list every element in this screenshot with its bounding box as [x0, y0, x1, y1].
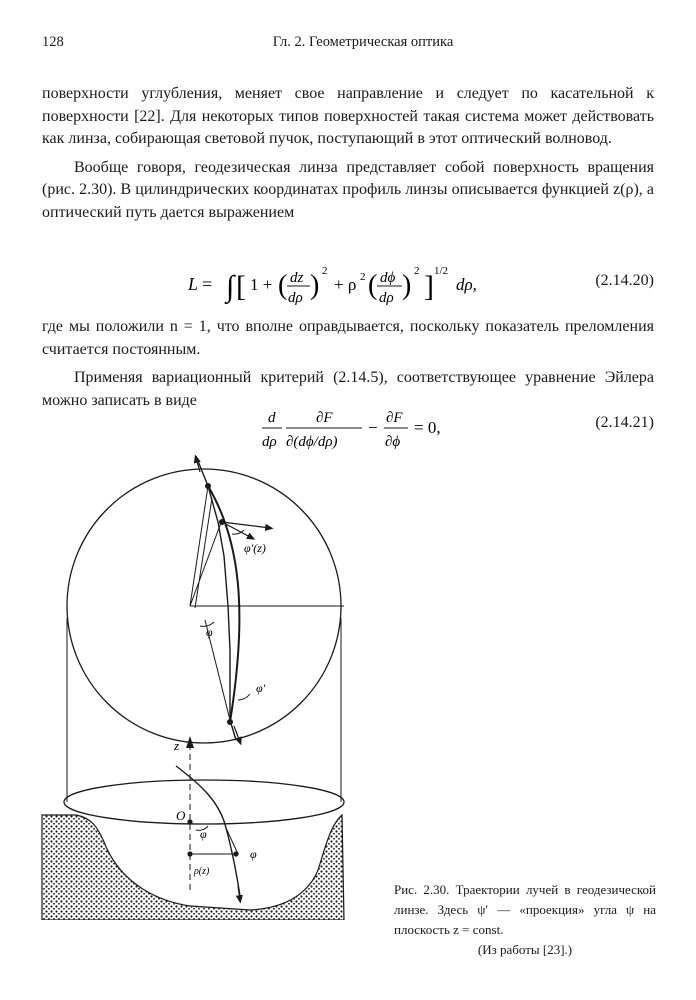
svg-text:∂ϕ: ∂ϕ	[385, 434, 401, 450]
label-phi-lower: φ	[200, 827, 207, 841]
svg-text:1 +: 1 +	[250, 275, 273, 294]
svg-text:−: −	[368, 418, 378, 437]
svg-text:∂F: ∂F	[386, 410, 403, 426]
svg-text:dz: dz	[290, 270, 304, 286]
svg-text:): )	[402, 270, 412, 301]
svg-text:dρ: dρ	[379, 290, 394, 306]
svg-text:): )	[310, 270, 320, 301]
dish-rim	[64, 780, 344, 824]
figure-caption	[394, 880, 656, 960]
label-psi-prime-z: φ′(z)	[244, 541, 266, 555]
ground-hatching	[42, 815, 344, 920]
paragraph-2: Вообще говоря, геодезическая линза представляет собой поверхность вращения (рис. 2.30). В цилиндрических координатах профиль линзы описывается функцией z(ρ), а оптический путь дается выражением	[42, 158, 654, 221]
figure-geodesic-lens	[0, 450, 696, 920]
svg-text:1/2: 1/2	[434, 265, 449, 277]
svg-text:L: L	[188, 274, 199, 294]
equation-2-14-21	[42, 404, 654, 454]
svg-text:2: 2	[360, 271, 366, 283]
svg-text:∫: ∫	[226, 270, 235, 303]
svg-text:]: ]	[424, 270, 434, 303]
svg-text:dϕ: dϕ	[380, 270, 396, 286]
svg-text:(: (	[368, 270, 378, 301]
svg-text:dρ,: dρ,	[456, 275, 477, 294]
label-psi-prime: φ′	[256, 681, 266, 695]
body-text-top	[42, 83, 654, 224]
surface-point-3	[233, 851, 238, 856]
svg-text:+ ρ: + ρ	[334, 275, 357, 294]
svg-text:dρ: dρ	[262, 434, 277, 450]
equation-2-14-21-formula	[42, 404, 654, 456]
svg-text:(: (	[278, 270, 288, 301]
ray-point-mid	[219, 519, 225, 525]
label-z-axis: z	[174, 738, 180, 753]
angle-arc-low	[238, 694, 250, 700]
label-psi-lower: φ	[250, 847, 257, 861]
surface-point-1	[187, 819, 192, 824]
svg-text:2: 2	[414, 265, 420, 277]
equation-number-2: (2.14.21)	[595, 414, 654, 431]
equation-2-14-20	[42, 258, 654, 308]
svg-text:2: 2	[322, 265, 328, 277]
equation-2-14-20-formula	[42, 258, 654, 310]
ray-projection	[196, 456, 236, 740]
svg-text:∂(dϕ/dρ): ∂(dϕ/dρ)	[286, 434, 338, 450]
ray-point-top	[205, 483, 211, 489]
caption-source: (Из работы [23].)	[477, 942, 573, 957]
paragraph-3: где мы положили n = 1, что вполне оправдывается, поскольку показатель преломления считается постоянным.	[42, 318, 654, 358]
label-origin: O	[176, 808, 186, 823]
equation-number-1: (2.14.20)	[595, 272, 654, 289]
svg-text:dρ: dρ	[288, 290, 303, 306]
svg-text:=: =	[202, 274, 213, 294]
ray-point-low	[227, 719, 233, 725]
svg-text:[: [	[236, 270, 246, 303]
running-title: Гл. 2. Геометрическая оптика	[272, 34, 454, 50]
tangent-arrow-top	[222, 522, 270, 528]
paragraph-1: поверхности углубления, меняет свое направление и следует по касательной к поверхности [22]. Для некоторых типов поверхностей такая система может действовать как линза, собирающая световой пучок, поступающий в этот оптический волновод.	[42, 85, 654, 147]
running-header	[42, 34, 654, 52]
surface-point-2	[187, 851, 192, 856]
body-text-middle	[42, 316, 654, 412]
label-phi: φ	[206, 625, 213, 639]
label-rho-z: ρ(z)	[194, 866, 210, 877]
svg-text:d: d	[268, 410, 276, 426]
svg-text:= 0,: = 0,	[414, 418, 441, 437]
page-number: 128	[42, 34, 64, 50]
svg-text:∂F: ∂F	[316, 410, 333, 426]
caption-text: Рис. 2.30. Траектории лучей в геодезической линзе. Здесь ψ′ — «проекция» угла ψ на плоскость z = const.	[394, 882, 656, 937]
paragraph-4: Применяя вариационный критерий (2.14.5), соответствующее уравнение Эйлера можно записать в виде	[42, 369, 654, 409]
